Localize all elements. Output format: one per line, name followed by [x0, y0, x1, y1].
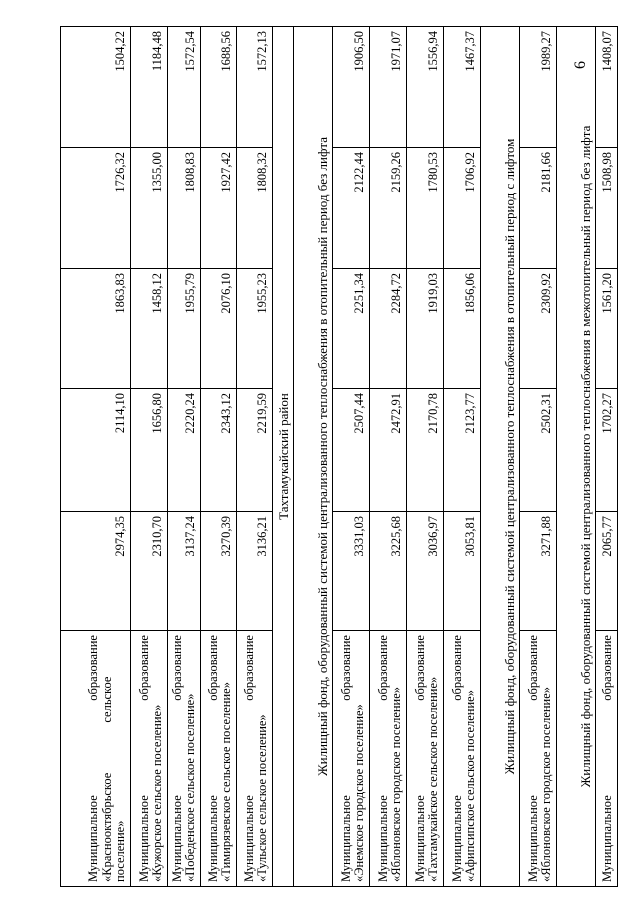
tariff-value: 2123,77 — [444, 389, 481, 512]
municipality-label-line — [138, 635, 152, 882]
label-word: Муниципальное — [525, 795, 540, 882]
municipality-cell — [131, 631, 168, 887]
table-row — [370, 27, 407, 887]
section-row — [273, 27, 294, 887]
municipality-name: «Яблоновское городское поселение» — [389, 686, 404, 882]
table-row — [168, 27, 201, 887]
municipality-name: «Победенское сельское поселение» — [183, 693, 198, 882]
tariff-value: 1863,83 — [61, 269, 131, 389]
tariff-value: 2284,72 — [370, 269, 407, 389]
table-row — [201, 27, 237, 887]
section-heading: Жилищный фонд, оборудованный системой централизованного теплоснабжения в отопительный период без лифта — [294, 27, 333, 887]
municipality-cell — [237, 631, 273, 887]
municipality-name: «Яблоновское городское поселение» — [539, 686, 554, 882]
label-word: образование — [525, 635, 540, 701]
label-word: Муниципальное — [338, 795, 353, 882]
tariff-value: 2220,24 — [168, 389, 201, 512]
municipality-label-line — [451, 635, 465, 882]
table-row — [407, 27, 444, 887]
tariff-value: 2219,59 — [237, 389, 273, 512]
label-word: Муниципальное — [136, 795, 151, 882]
tariff-value: 1919,03 — [407, 269, 444, 389]
municipality-cell — [370, 631, 407, 887]
tariff-value: 2114,10 — [61, 389, 131, 512]
tariff-value: 3225,68 — [370, 512, 407, 631]
municipality-name: «Тульское сельское поселение» — [255, 714, 270, 882]
tariff-value: 1989,27 — [520, 27, 557, 148]
tariff-value: 2343,12 — [201, 389, 237, 512]
label-word: Муниципальное — [449, 795, 464, 882]
label-word: образование — [169, 635, 184, 701]
municipality-name: «Афипсипское сельское поселение» — [463, 690, 478, 882]
tariff-value: 3137,24 — [168, 512, 201, 631]
tariff-value: 1504,22 — [61, 27, 131, 148]
table-row — [131, 27, 168, 887]
tariff-value: 1458,12 — [131, 269, 168, 389]
label-word: образование — [241, 635, 256, 701]
tariff-value: 3136,21 — [237, 512, 273, 631]
section-row — [294, 27, 333, 887]
municipality-cell — [520, 631, 557, 887]
tariff-value: 2507,44 — [333, 389, 370, 512]
tariff-value: 1780,53 — [407, 148, 444, 269]
municipality-cell — [61, 631, 131, 887]
table-row — [61, 27, 131, 887]
municipality-label-line — [601, 635, 615, 882]
tariff-value: 1556,94 — [407, 27, 444, 148]
tariff-value: 1808,32 — [237, 148, 273, 269]
tariff-value: 1955,23 — [237, 269, 273, 389]
table-row — [596, 27, 618, 887]
municipality-name: «Тахтамукайское сельское поселение» — [426, 676, 441, 882]
municipality-cell — [201, 631, 237, 887]
municipality-cell — [407, 631, 444, 887]
tariff-value: 3331,03 — [333, 512, 370, 631]
label-word: Муниципальное — [85, 795, 100, 882]
tariff-value: 1508,98 — [596, 148, 618, 269]
tariff-table — [60, 26, 618, 887]
tariff-value: 3053,81 — [444, 512, 481, 631]
tariff-value: 2122,44 — [333, 148, 370, 269]
label-word: образование — [85, 635, 100, 701]
tariff-value: 1572,13 — [237, 27, 273, 148]
table-row — [520, 27, 557, 887]
label-word: Муниципальное — [205, 795, 220, 882]
label-word: образование — [449, 635, 464, 701]
section-heading: Жилищный фонд, оборудованный системой централизованного теплоснабжения в отопительный период с лифтом — [481, 27, 520, 887]
label-word: Муниципальное — [600, 795, 615, 882]
municipality-cell — [333, 631, 370, 887]
label-word: образование — [338, 635, 353, 701]
section-row — [481, 27, 520, 887]
tariff-value: 1906,50 — [333, 27, 370, 148]
tariff-value: 3271,88 — [520, 512, 557, 631]
tariff-value: 2065,77 — [596, 512, 618, 631]
municipality-label-line — [171, 635, 185, 882]
label-word: Муниципальное — [241, 795, 256, 882]
tariff-value: 1955,79 — [168, 269, 201, 389]
municipality-name: «Кужорское сельское поселение» — [150, 704, 165, 882]
municipality-label-line — [243, 635, 257, 882]
tariff-value: 1726,32 — [61, 148, 131, 269]
tariff-value: 2974,35 — [61, 512, 131, 631]
label-word: Муниципальное — [412, 795, 427, 882]
municipality-label-line — [207, 635, 221, 882]
tariff-value: 1184,48 — [131, 27, 168, 148]
tariff-value: 1706,92 — [444, 148, 481, 269]
label-word: образование — [136, 635, 151, 701]
table-row — [333, 27, 370, 887]
section-row — [557, 27, 596, 887]
tariff-value: 2310,70 — [131, 512, 168, 631]
tariff-value: 2502,31 — [520, 389, 557, 512]
label-word: образование — [375, 635, 390, 701]
tariff-value: 1572,54 — [168, 27, 201, 148]
municipality-label-line — [377, 635, 391, 882]
municipality-label-line — [340, 635, 354, 882]
table-row — [444, 27, 481, 887]
tariff-value: 2251,34 — [333, 269, 370, 389]
municipality-cell — [168, 631, 201, 887]
tariff-value: 1927,42 — [201, 148, 237, 269]
tariff-value: 1467,37 — [444, 27, 481, 148]
tariff-value: 2181,66 — [520, 148, 557, 269]
tariff-value: 1808,83 — [168, 148, 201, 269]
tariff-value: 2309,92 — [520, 269, 557, 389]
section-heading: Жилищный фонд, оборудованный системой централизованного теплоснабжения в межотопительный период без лифта — [557, 27, 596, 887]
municipality-cell — [596, 631, 618, 887]
table-row — [237, 27, 273, 887]
label-word: Муниципальное — [169, 795, 184, 882]
tariff-value: 2472,91 — [370, 389, 407, 512]
tariff-value: 1702,27 — [596, 389, 618, 512]
municipality-name: «Краснооктябрьское сельское — [99, 676, 114, 882]
page-number: 6 — [572, 61, 589, 69]
tariff-value: 2159,26 — [370, 148, 407, 269]
tariff-value: 1561,20 — [596, 269, 618, 389]
tariff-value: 1355,00 — [131, 148, 168, 269]
tariff-value: 2170,78 — [407, 389, 444, 512]
municipality-name: «Энемское городское поселение» — [352, 704, 367, 882]
municipality-label-line — [527, 635, 541, 882]
municipality-name: «Тимирязевское сельское поселение» — [219, 682, 234, 882]
section-heading: Тахтамукайский район — [273, 27, 294, 887]
tariff-value: 3270,39 — [201, 512, 237, 631]
label-word: Муниципальное — [375, 795, 390, 882]
tariff-value: 1688,56 — [201, 27, 237, 148]
tariff-value: 2076,10 — [201, 269, 237, 389]
tariff-value: 1856,06 — [444, 269, 481, 389]
label-word: образование — [600, 635, 615, 701]
tariff-value: 1656,80 — [131, 389, 168, 512]
tariff-value: 1408,07 — [596, 27, 618, 148]
label-word: образование — [412, 635, 427, 701]
municipality-name: поселение» — [113, 820, 128, 882]
municipality-label-line — [87, 635, 101, 882]
municipality-cell — [444, 631, 481, 887]
municipality-label-line — [414, 635, 428, 882]
tariff-value: 3036,97 — [407, 512, 444, 631]
tariff-value: 1971,07 — [370, 27, 407, 148]
label-word: образование — [205, 635, 220, 701]
